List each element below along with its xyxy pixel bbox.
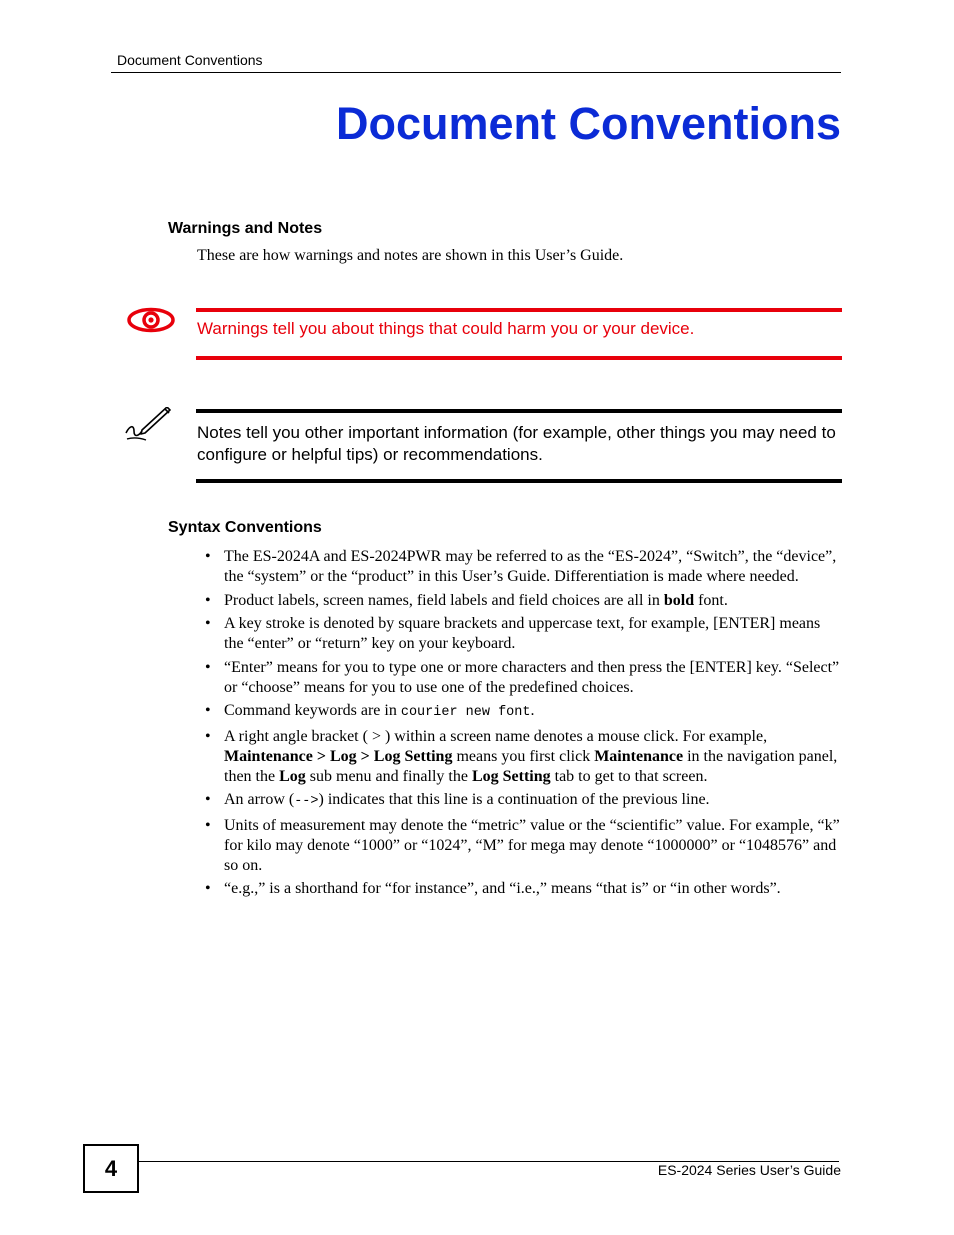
bullet-text: Units of measurement may denote the “metric” value or the “scientific” value. For example, “k” for kilo may denote “1000” or “1024”, “M” for mega may denote “1000000” or “1048576” and so on. (224, 816, 840, 874)
bold-term: Maintenance > Log > Log Setting (224, 747, 453, 765)
list-item (203, 614, 843, 654)
bold-term: bold (663, 591, 695, 609)
syntax-conventions-heading: Syntax Conventions (168, 519, 322, 536)
warnings-notes-heading: Warnings and Notes (168, 220, 323, 237)
syntax-bullet-list (203, 547, 843, 903)
running-header: Document Conventions (117, 52, 263, 68)
bullet-text: “Enter” means for you to type one or more characters and then press the [ENTER] key. “Select” or “choose” means for you to use one of the predefined choices. (224, 658, 840, 696)
bullet-text: font. (694, 591, 728, 609)
bold-term: Log (279, 767, 306, 785)
list-item (203, 727, 843, 787)
bullet-marker: • (205, 702, 211, 719)
list-item (203, 591, 843, 611)
list-item (203, 547, 843, 587)
warning-text: Warnings tell you about things that could harm you or your device. (197, 319, 695, 338)
list-item (203, 701, 843, 723)
monospace-term: courier new font (400, 705, 531, 720)
bullet-marker: • (205, 816, 211, 834)
bullet-text: A key stroke is denoted by square brackets and uppercase text, for example, [ENTER] means the “enter” or “return” key on your keyboard. (224, 615, 821, 652)
bold-term: Log Setting (471, 767, 551, 785)
bullet-marker: • (205, 548, 211, 565)
list-item (203, 790, 843, 812)
list-item (203, 658, 843, 698)
bullet-text: means you first click (452, 747, 595, 765)
eye-icon (127, 306, 175, 334)
bullet-text: The ES-2024A and ES-2024PWR may be referred to as the “ES-2024”, “Switch”, the “device”, the “system” or the “product” in this User’s Guide. Differentiation is made where needed. (224, 548, 837, 585)
bullet-marker: • (205, 727, 211, 745)
bullet-text: . (530, 702, 535, 719)
bullet-text: A right angle bracket ( > ) within a screen name denotes a mouse click. For example, (224, 727, 768, 745)
bullet-text: tab to get to that screen. (550, 767, 708, 785)
bullet-text: Command keywords are in (224, 702, 401, 719)
page-title: Document Conventions (335, 98, 841, 149)
page-number: 4 (83, 1144, 139, 1193)
warnings-intro-text: These are how warnings and notes are shown in this User’s Guide. (197, 247, 624, 264)
note-top-rule (196, 409, 842, 413)
pen-writing-icon (124, 407, 174, 443)
bullet-marker: • (205, 791, 211, 808)
bullet-text: sub menu and finally the (305, 767, 472, 785)
header-rule (111, 72, 841, 73)
list-item (203, 816, 843, 876)
bullet-marker: • (205, 880, 211, 897)
bullet-text: Product labels, screen names, field labels and field choices are all in (224, 591, 664, 609)
list-item (203, 879, 843, 899)
footer-guide-title: ES-2024 Series User’s Guide (657, 1162, 841, 1178)
bullet-text: An arrow ( (224, 791, 295, 808)
bullet-text: ) indicates that this line is a continuation of the previous line. (318, 791, 710, 808)
bullet-text: in the navigation panel, then the (224, 747, 838, 785)
note-text: Notes tell you other important information (for example, other things you may need to configure or helpful tips) or recommendations. (197, 423, 836, 464)
bullet-marker: • (205, 658, 211, 676)
warning-bottom-rule (196, 356, 842, 360)
bold-term: Maintenance (594, 747, 684, 765)
bullet-marker: • (205, 591, 211, 609)
bullet-text: “e.g.,” is a shorthand for “for instance”, and “i.e.,” means “that is” or “in other words”. (224, 880, 781, 897)
warning-top-rule (196, 308, 842, 312)
note-bottom-rule (196, 479, 842, 483)
monospace-term: --> (294, 794, 319, 809)
bullet-marker: • (205, 615, 211, 632)
